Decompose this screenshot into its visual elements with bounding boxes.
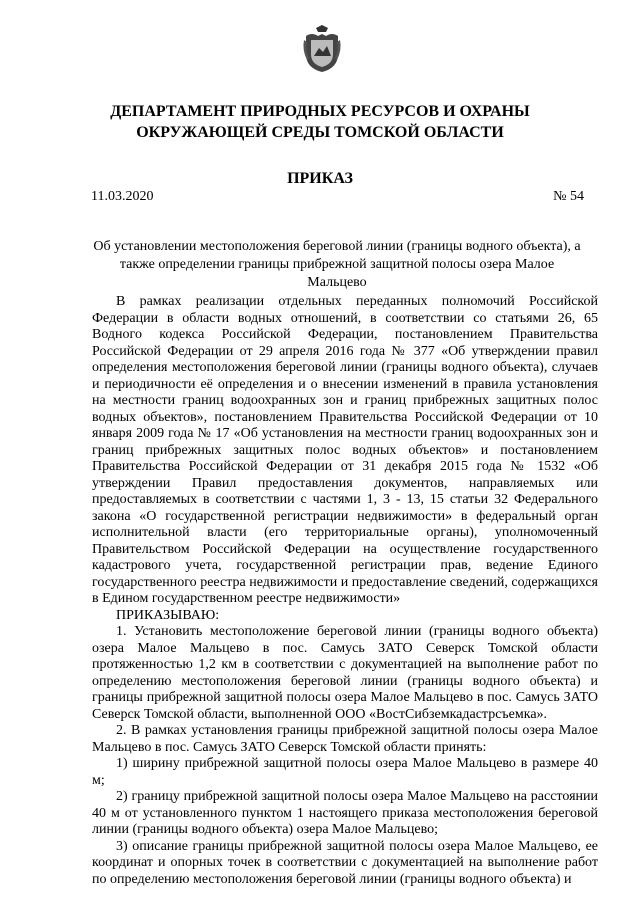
preamble-paragraph: В рамках реализации отдельных переданных полномочий Российской Федерации в области водных отношений, в соответствии со статьями 26, 65 Водного кодекса Российской Федерации, постановлением Правительства Российской Федерации от 29 апреля 2016 года № 377 «Об утверждении правил определения местоположения береговой линии (границы водного объекта), случаев и периодичности её определения и о внесении изменений в правила установления на местности границ водоохранных зон и границ прибрежных защитных полос водных объектов», постановлением Правительства Российской Федерации от 10 января 2009 года № 17 «Об установления на местности границ водоохранных зон и границ прибрежных защитных полос водных объектов» и постановлением Правительства Российской Федерации от 31 декабря 2015 года № 1532 «Об утверждении Правил предоставления документов, направляемых или предоставляемых в соответствии с частями 1, 3 - 13, 15 статьи 32 Федерального закона «О государственной регистрации недвижимости» в федеральный орган исполнительной власти (его территориальные органы), уполномоченный Правительством Российской Федерации на осуществление государственного кадастрового учета, государственной регистрации прав, ведение Единого государственного реестра недвижимости и предоставление сведений, содержащихся в Едином государственном реестре недвижимости» bbox=[92, 294, 598, 606]
order-date: 11.03.2020 bbox=[91, 189, 154, 204]
department-title-line2: ОКРУЖАЮЩЕЙ СРЕДЫ ТОМСКОЙ ОБЛАСТИ bbox=[136, 124, 504, 141]
document-type: ПРИКАЗ bbox=[287, 170, 353, 187]
order-subject bbox=[92, 238, 582, 292]
coat-of-arms-icon bbox=[302, 24, 342, 74]
order-number: № 54 bbox=[553, 189, 584, 204]
subject-line1: Об установлении местоположения береговой линии (границы водного объекта), а bbox=[93, 239, 581, 254]
department-title-line1: ДЕПАРТАМЕНТ ПРИРОДНЫХ РЕСУРСОВ И ОХРАНЫ bbox=[110, 103, 530, 120]
item-2-1: 1) ширину прибрежной защитной полосы озера Малое Мальцево в размере 40 м; bbox=[92, 756, 598, 788]
subject-line2: также определении границы прибрежной защитной полосы озера Малое Мальцево bbox=[119, 257, 555, 290]
item-2: 2. В рамках установления границы прибрежной защитной полосы озера Малое Мальцево в пос. Самусь ЗАТО Северск Томской области принять: bbox=[92, 723, 598, 755]
item-2-2: 2) границу прибрежной защитной полосы озера Малое Мальцево на расстоянии 40 м от установленного пунктом 1 настоящего приказа местоположения береговой линии (границы водного объекта) озера Малое Мальцево; bbox=[92, 789, 598, 837]
item-2-3: 3) описание границы прибрежной защитной полосы озера Малое Мальцево, ее координат и опорных точек в соответствии с документацией на выполнение работ по определению местоположения береговой линии (границы водного объекта) и bbox=[92, 838, 598, 887]
command-word: ПРИКАЗЫВАЮ: bbox=[116, 607, 220, 623]
order-body bbox=[92, 294, 598, 888]
item-1: 1. Установить местоположение береговой линии (границы водного объекта) озера Малое Мальцево в пос. Самусь ЗАТО Северск Томской области протяженностью 1,2 км в соответствии с документацией на выполнение работ по определению местоположения береговой линии (границы водного объекта) и границы прибрежной защитной полосы озера Малое Мальцево в пос. Самусь ЗАТО Северск Томской области, выполненной ООО «ВостСибземкадастрсъемка». bbox=[92, 624, 598, 722]
